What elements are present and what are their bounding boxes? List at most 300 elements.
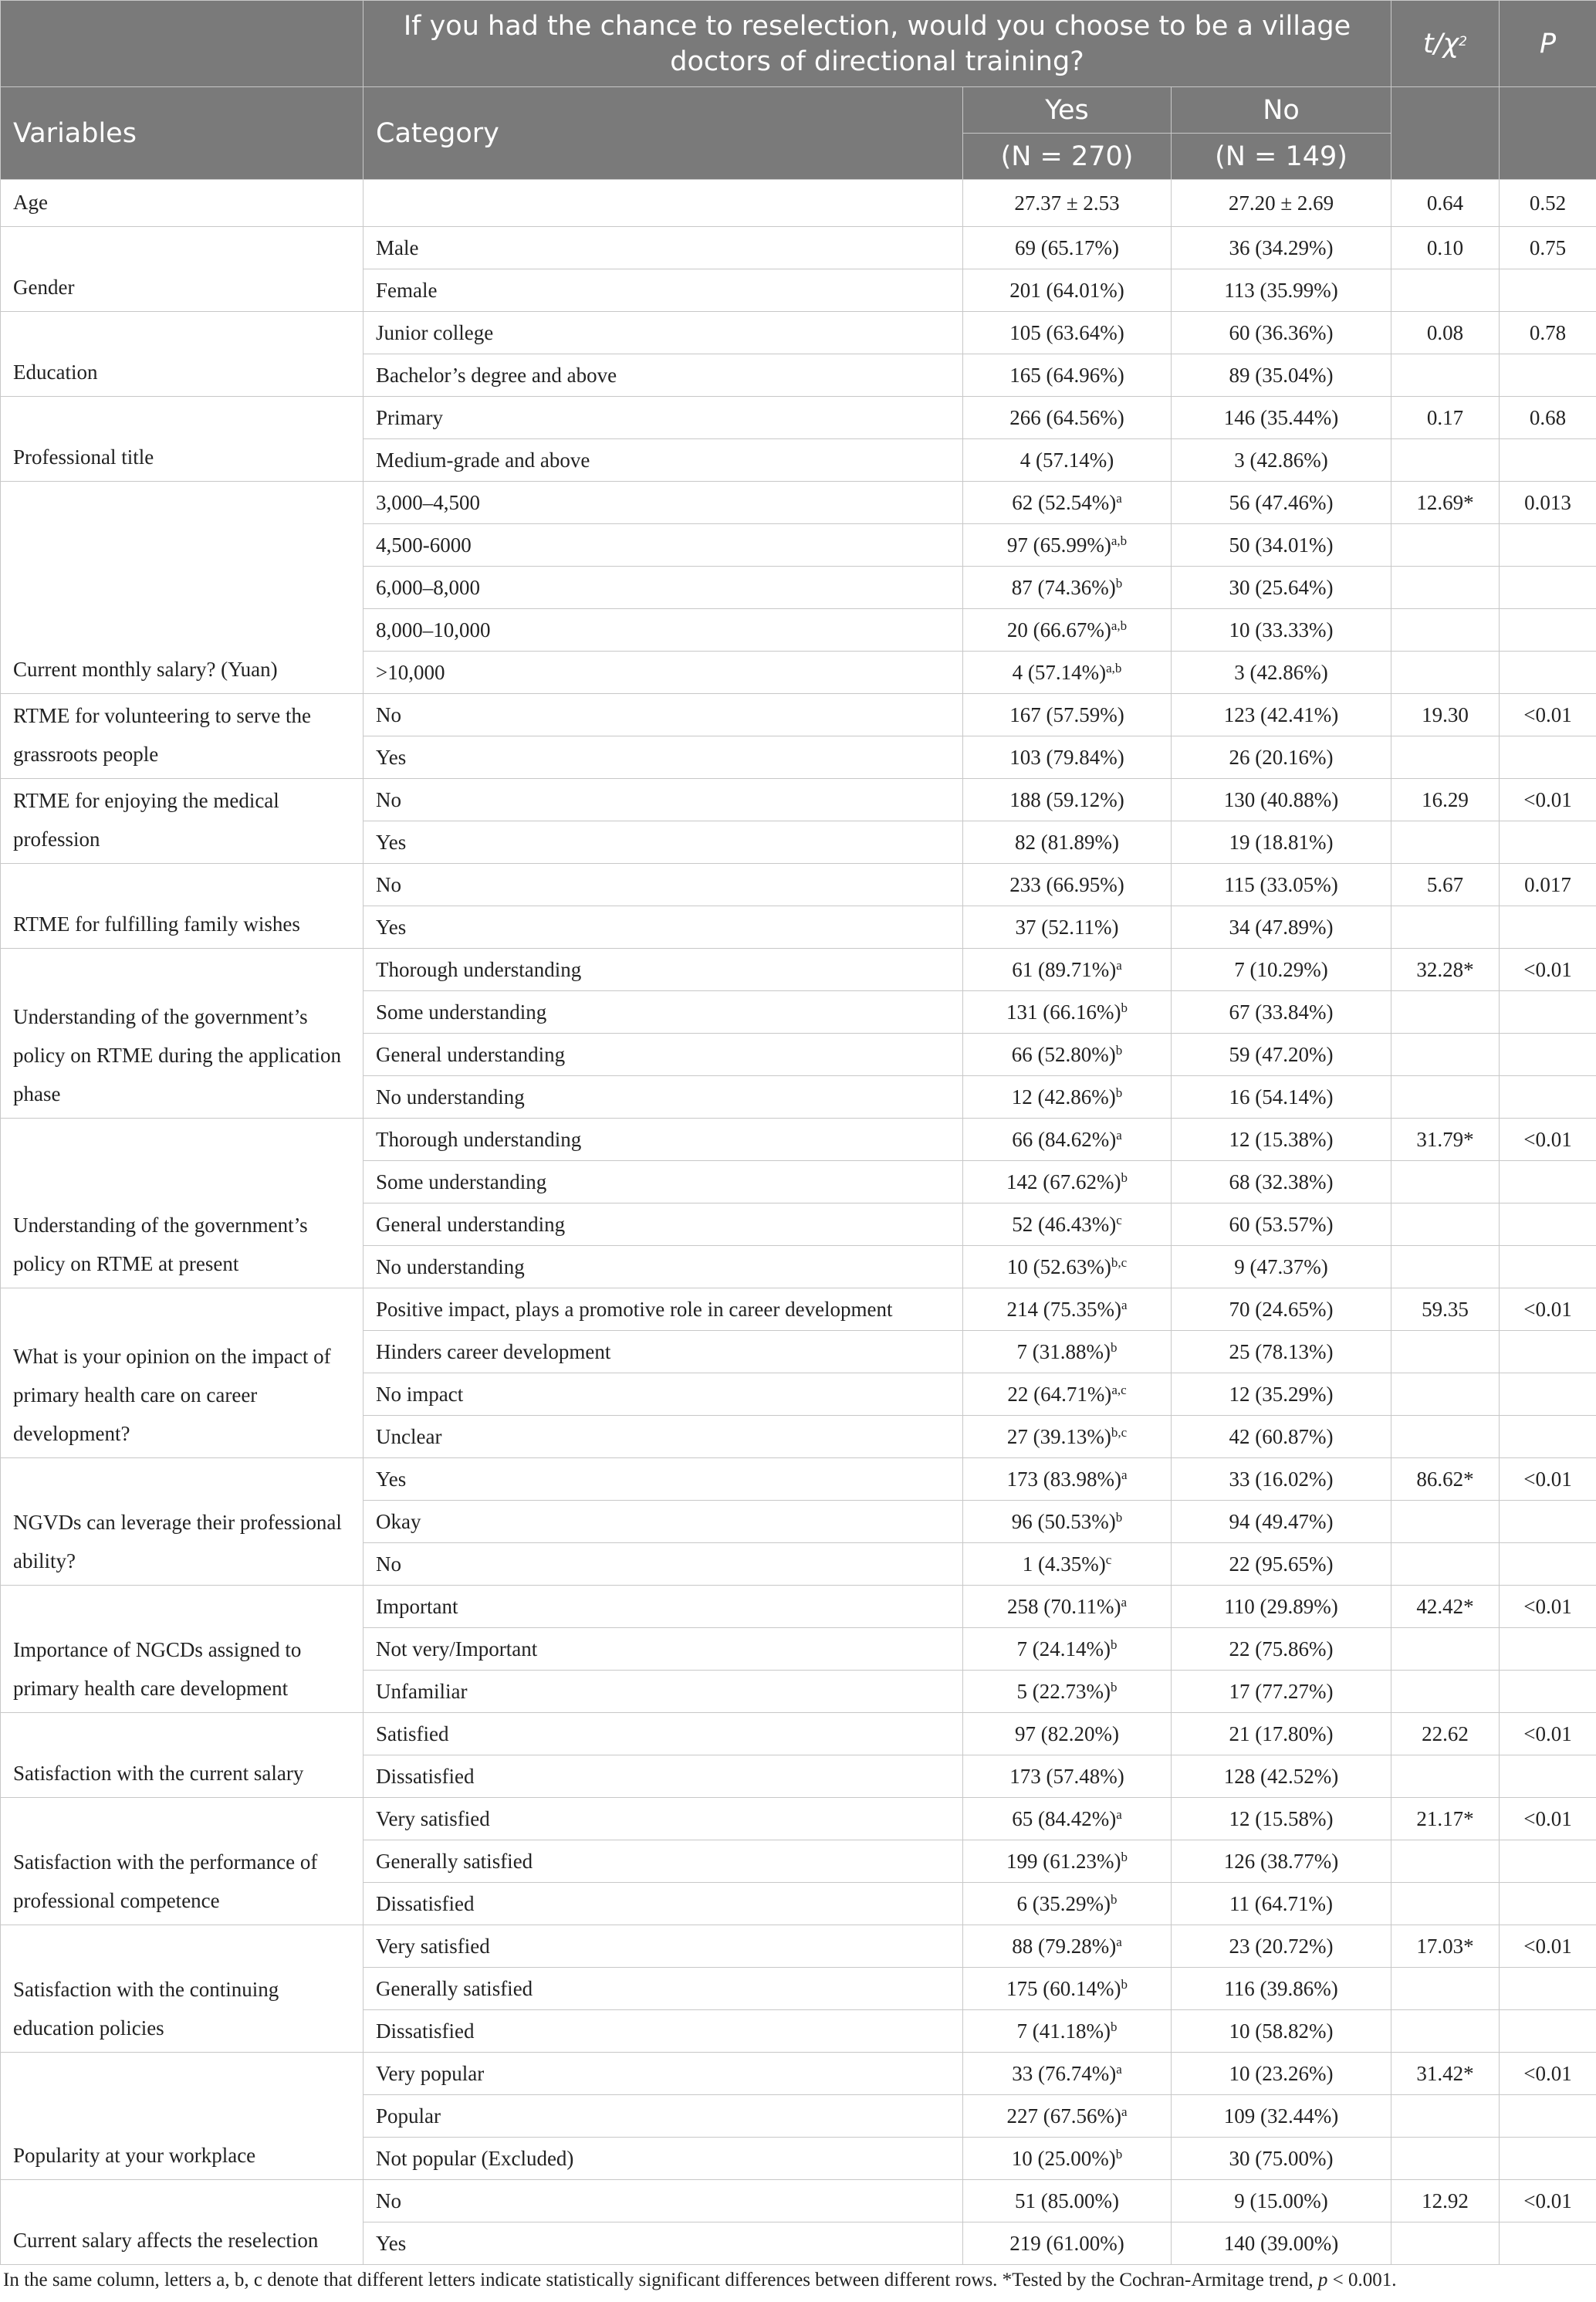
variable-cell: Understanding of the government’s policy on RTME at present [1, 1119, 363, 1288]
yes-cell [963, 694, 1172, 736]
no-cell: 22 (95.65%) [1172, 1543, 1391, 1586]
no-cell: 12 (15.38%) [1172, 1119, 1391, 1161]
significance-letters: a [1116, 1934, 1122, 1949]
header-p: P [1500, 1, 1596, 87]
yes-value: 227 (67.56%) [1006, 2104, 1121, 2128]
no-cell: 130 (40.88%) [1172, 779, 1391, 821]
category-cell: Junior college [363, 312, 963, 354]
yes-value: 7 (31.88%) [1016, 1339, 1111, 1363]
yes-cell [963, 482, 1172, 524]
no-cell: 10 (58.82%) [1172, 2010, 1391, 2053]
category-cell [363, 180, 963, 227]
no-cell: 36 (34.29%) [1172, 227, 1391, 269]
significance-letters: a [1121, 1297, 1128, 1312]
no-cell: 70 (24.65%) [1172, 1288, 1391, 1331]
p-cell: 0.013 [1500, 482, 1596, 524]
category-cell: Some understanding [363, 991, 963, 1034]
table-row [1, 2180, 1596, 2222]
yes-value: 173 (57.48%) [1009, 1764, 1124, 1788]
stat-cell [1391, 1034, 1500, 1076]
header-p-blank [1500, 87, 1596, 180]
stat-cell [1391, 1331, 1500, 1373]
stat-cell [1391, 1161, 1500, 1203]
variable-cell: Education [1, 312, 363, 397]
yes-value: 188 (59.12%) [1009, 787, 1124, 811]
category-cell: Not very/Important [363, 1628, 963, 1671]
significance-letters: b [1115, 1042, 1123, 1058]
no-cell: 128 (42.52%) [1172, 1755, 1391, 1798]
variable-cell: Current salary affects the reselection [1, 2180, 363, 2265]
p-cell [1500, 736, 1596, 779]
stat-cell: 19.30 [1391, 694, 1500, 736]
yes-cell [963, 1840, 1172, 1883]
yes-value: 7 (24.14%) [1016, 1637, 1111, 1660]
category-cell: Yes [363, 1458, 963, 1501]
yes-value: 10 (52.63%) [1006, 1254, 1111, 1278]
stat-cell [1391, 2095, 1500, 2138]
yes-cell [963, 991, 1172, 1034]
no-cell: 140 (39.00%) [1172, 2222, 1391, 2265]
yes-cell [963, 227, 1172, 269]
no-cell: 19 (18.81%) [1172, 821, 1391, 864]
yes-value: 87 (74.36%) [1011, 575, 1116, 599]
significance-letters: c [1116, 1212, 1122, 1227]
significance-letters: b [1115, 1509, 1123, 1525]
no-cell: 67 (33.84%) [1172, 991, 1391, 1034]
yes-value: 1 (4.35%) [1022, 1552, 1106, 1576]
no-cell: 33 (16.02%) [1172, 1458, 1391, 1501]
yes-value: 142 (67.62%) [1006, 1170, 1121, 1193]
category-cell: Female [363, 269, 963, 312]
stat-cell [1391, 1671, 1500, 1713]
category-cell: General understanding [363, 1034, 963, 1076]
variable-cell: Satisfaction with the current salary [1, 1713, 363, 1798]
table-row [1, 1119, 1596, 1161]
stat-cell [1391, 567, 1500, 609]
table-row [1, 2053, 1596, 2095]
variable-cell: RTME for fulfilling family wishes [1, 864, 363, 949]
yes-value: 66 (84.62%) [1012, 1127, 1117, 1151]
category-cell: Very popular [363, 2053, 963, 2095]
significance-letters: b [1115, 575, 1123, 591]
category-cell: Very satisfied [363, 1925, 963, 1968]
category-cell: Male [363, 227, 963, 269]
no-cell: 9 (47.37%) [1172, 1246, 1391, 1288]
yes-value: 175 (60.14%) [1006, 1976, 1121, 2000]
yes-cell [963, 2053, 1172, 2095]
yes-cell [963, 1203, 1172, 1246]
yes-value: 66 (52.80%) [1011, 1042, 1116, 1066]
no-cell: 11 (64.71%) [1172, 1883, 1391, 1925]
category-cell: Medium-grade and above [363, 439, 963, 482]
yes-value: 96 (50.53%) [1011, 1509, 1116, 1533]
yes-value: 5 (22.73%) [1016, 1679, 1111, 1703]
yes-cell [963, 312, 1172, 354]
header-no: No [1172, 87, 1391, 134]
category-cell: No [363, 864, 963, 906]
p-cell [1500, 1161, 1596, 1203]
category-cell: 4,500-6000 [363, 524, 963, 567]
category-cell: Some understanding [363, 1161, 963, 1203]
stat-cell [1391, 1501, 1500, 1543]
p-cell: <0.01 [1500, 2180, 1596, 2222]
yes-cell [963, 180, 1172, 227]
p-cell [1500, 652, 1596, 694]
no-cell: 16 (54.14%) [1172, 1076, 1391, 1119]
category-cell: Generally satisfied [363, 1968, 963, 2010]
category-cell: No [363, 779, 963, 821]
category-cell: Yes [363, 2222, 963, 2265]
p-cell: 0.52 [1500, 180, 1596, 227]
table-row [1, 779, 1596, 821]
no-cell: 89 (35.04%) [1172, 354, 1391, 397]
p-cell [1500, 1331, 1596, 1373]
p-cell: <0.01 [1500, 779, 1596, 821]
no-cell: 116 (39.86%) [1172, 1968, 1391, 2010]
yes-value: 4 (57.14%) [1019, 448, 1114, 472]
stat-cell [1391, 1203, 1500, 1246]
yes-value: 7 (41.18%) [1016, 2019, 1111, 2043]
p-cell: <0.01 [1500, 1586, 1596, 1628]
significance-letters: b,c [1111, 1254, 1128, 1270]
variable-cell: RTME for enjoying the medical profession [1, 779, 363, 864]
table-row [1, 312, 1596, 354]
significance-letters: a [1116, 1806, 1122, 1822]
stat-cell: 17.03* [1391, 1925, 1500, 1968]
yes-cell [963, 1713, 1172, 1755]
category-cell: Important [363, 1586, 963, 1628]
yes-cell [963, 1458, 1172, 1501]
category-cell: Primary [363, 397, 963, 439]
no-cell: 7 (10.29%) [1172, 949, 1391, 991]
stat-cell: 0.08 [1391, 312, 1500, 354]
p-cell: <0.01 [1500, 1458, 1596, 1501]
stat-cell: 16.29 [1391, 779, 1500, 821]
category-cell: Dissatisfied [363, 2010, 963, 2053]
yes-value: 233 (66.95%) [1009, 872, 1124, 896]
category-cell: Dissatisfied [363, 1883, 963, 1925]
p-cell: 0.78 [1500, 312, 1596, 354]
header-blank-variables [1, 1, 363, 87]
stat-cell [1391, 1246, 1500, 1288]
header-stat-blank [1391, 87, 1500, 180]
yes-value: 214 (75.35%) [1006, 1297, 1121, 1321]
yes-value: 82 (81.89%) [1015, 830, 1119, 854]
p-cell [1500, 2010, 1596, 2053]
table-header [1, 1, 1596, 180]
no-cell: 27.20 ± 2.69 [1172, 180, 1391, 227]
yes-cell [963, 2138, 1172, 2180]
no-cell: 109 (32.44%) [1172, 2095, 1391, 2138]
yes-cell [963, 1586, 1172, 1628]
yes-cell [963, 906, 1172, 949]
yes-value: 165 (64.96%) [1009, 363, 1124, 387]
header-stat [1391, 1, 1500, 87]
header-n-yes: (N = 270) [963, 134, 1172, 180]
stat-cell [1391, 524, 1500, 567]
yes-value: 167 (57.59%) [1009, 702, 1124, 726]
significance-letters: b [1121, 1000, 1128, 1015]
yes-value: 97 (65.99%) [1006, 533, 1111, 557]
p-cell [1500, 2095, 1596, 2138]
footnote-text-1: In the same column, letters a, b, c denote that different letters indicate statistically significant differences between different rows. *Tested by the Cochran-Armitage trend, [3, 2270, 1318, 2290]
no-cell: 9 (15.00%) [1172, 2180, 1391, 2222]
yes-cell [963, 1543, 1172, 1586]
p-cell: <0.01 [1500, 1925, 1596, 1968]
yes-cell [963, 524, 1172, 567]
p-cell [1500, 2222, 1596, 2265]
no-cell: 123 (42.41%) [1172, 694, 1391, 736]
stat-cell [1391, 1373, 1500, 1416]
header-stat-sup: 2 [1459, 33, 1468, 49]
category-cell: Not popular (Excluded) [363, 2138, 963, 2180]
yes-value: 33 (76.74%) [1012, 2061, 1117, 2085]
footnote-text-2: < 0.001. [1327, 2270, 1397, 2290]
yes-value: 61 (89.71%) [1012, 957, 1117, 981]
significance-letters: b,c [1111, 1424, 1128, 1440]
yes-cell [963, 1968, 1172, 2010]
significance-letters: a,b [1111, 533, 1128, 548]
p-cell [1500, 1203, 1596, 1246]
variable-cell: What is your opinion on the impact of primary health care on career development? [1, 1288, 363, 1458]
stat-cell [1391, 736, 1500, 779]
no-cell: 10 (33.33%) [1172, 609, 1391, 652]
stat-cell [1391, 1076, 1500, 1119]
yes-cell [963, 1501, 1172, 1543]
yes-cell [963, 269, 1172, 312]
yes-cell [963, 1883, 1172, 1925]
yes-value: 201 (64.01%) [1009, 278, 1124, 302]
yes-value: 199 (61.23%) [1006, 1849, 1121, 1873]
header-yes: Yes [963, 87, 1172, 134]
significance-letters: a,b [1106, 660, 1122, 675]
variable-cell: Professional title [1, 397, 363, 482]
p-cell [1500, 524, 1596, 567]
yes-value: 27 (39.13%) [1006, 1424, 1111, 1448]
stat-cell [1391, 2222, 1500, 2265]
yes-cell [963, 1331, 1172, 1373]
p-cell [1500, 1543, 1596, 1586]
stat-cell: 12.92 [1391, 2180, 1500, 2222]
yes-value: 69 (65.17%) [1015, 235, 1119, 259]
no-cell: 3 (42.86%) [1172, 439, 1391, 482]
footnote-p: p [1317, 2270, 1328, 2290]
significance-letters: b [1115, 1085, 1123, 1100]
no-cell: 146 (35.44%) [1172, 397, 1391, 439]
category-cell: Unclear [363, 1416, 963, 1458]
category-cell: Satisfied [363, 1713, 963, 1755]
significance-letters: b [1121, 1849, 1128, 1864]
stat-cell: 0.64 [1391, 180, 1500, 227]
table-body [1, 180, 1596, 2265]
stat-cell: 42.42* [1391, 1586, 1500, 1628]
yes-cell [963, 779, 1172, 821]
no-cell: 126 (38.77%) [1172, 1840, 1391, 1883]
yes-value: 62 (52.54%) [1012, 490, 1117, 514]
stat-cell: 32.28* [1391, 949, 1500, 991]
category-cell: >10,000 [363, 652, 963, 694]
no-cell: 60 (53.57%) [1172, 1203, 1391, 1246]
stat-cell [1391, 652, 1500, 694]
p-cell [1500, 1671, 1596, 1713]
yes-cell [963, 1628, 1172, 1671]
significance-letters: b [1115, 2146, 1123, 2162]
category-cell: Popular [363, 2095, 963, 2138]
no-cell: 115 (33.05%) [1172, 864, 1391, 906]
stat-cell: 5.67 [1391, 864, 1500, 906]
yes-cell [963, 439, 1172, 482]
variable-cell: Understanding of the government’s policy on RTME during the application phase [1, 949, 363, 1119]
category-cell: Yes [363, 821, 963, 864]
no-cell: 30 (75.00%) [1172, 2138, 1391, 2180]
stat-cell: 59.35 [1391, 1288, 1500, 1331]
yes-value: 97 (82.20%) [1015, 1721, 1119, 1745]
category-cell: No [363, 2180, 963, 2222]
category-cell: Thorough understanding [363, 949, 963, 991]
yes-cell [963, 1671, 1172, 1713]
category-cell: No impact [363, 1373, 963, 1416]
significance-letters: a,b [1111, 618, 1128, 633]
stat-cell [1391, 821, 1500, 864]
yes-cell [963, 736, 1172, 779]
significance-letters: a,c [1111, 1382, 1127, 1397]
yes-cell [963, 1798, 1172, 1840]
yes-value: 4 (57.14%) [1012, 660, 1107, 684]
no-cell: 25 (78.13%) [1172, 1331, 1391, 1373]
header-variables: Variables [1, 87, 363, 180]
category-cell: No [363, 694, 963, 736]
table-row [1, 1798, 1596, 1840]
stat-cell [1391, 1883, 1500, 1925]
yes-cell [963, 1246, 1172, 1288]
yes-value: 10 (25.00%) [1011, 2146, 1116, 2170]
significance-letters: a [1121, 1594, 1128, 1610]
variable-cell: NGVDs can leverage their professional ability? [1, 1458, 363, 1586]
stat-cell [1391, 991, 1500, 1034]
p-cell [1500, 1416, 1596, 1458]
table-row [1, 227, 1596, 269]
significance-letters: a [1116, 1127, 1122, 1143]
header-stat-label: t/χ [1422, 28, 1459, 59]
stat-cell [1391, 1416, 1500, 1458]
yes-cell [963, 821, 1172, 864]
table-row [1, 180, 1596, 227]
yes-value: 258 (70.11%) [1006, 1594, 1121, 1618]
p-cell [1500, 354, 1596, 397]
variable-cell: Importance of NGCDs assigned to primary health care development [1, 1586, 363, 1713]
no-cell: 3 (42.86%) [1172, 652, 1391, 694]
category-cell: Unfamiliar [363, 1671, 963, 1713]
yes-value: 22 (64.71%) [1007, 1382, 1112, 1406]
significance-letters: a [1116, 490, 1122, 506]
yes-cell [963, 864, 1172, 906]
stat-cell: 22.62 [1391, 1713, 1500, 1755]
category-cell: Very satisfied [363, 1798, 963, 1840]
yes-cell [963, 949, 1172, 991]
table-row [1, 1925, 1596, 1968]
no-cell: 113 (35.99%) [1172, 269, 1391, 312]
yes-cell [963, 397, 1172, 439]
stat-cell [1391, 1840, 1500, 1883]
no-cell: 34 (47.89%) [1172, 906, 1391, 949]
p-cell [1500, 269, 1596, 312]
table-row [1, 864, 1596, 906]
no-cell: 42 (60.87%) [1172, 1416, 1391, 1458]
significance-letters: a [1121, 1467, 1128, 1482]
category-cell: No [363, 1543, 963, 1586]
significance-letters: b [1110, 2019, 1118, 2034]
stat-cell [1391, 2138, 1500, 2180]
yes-cell [963, 1416, 1172, 1458]
table-row [1, 1586, 1596, 1628]
no-cell: 12 (15.58%) [1172, 1798, 1391, 1840]
p-cell: <0.01 [1500, 694, 1596, 736]
p-cell: 0.75 [1500, 227, 1596, 269]
yes-cell [963, 1755, 1172, 1798]
significance-letters: b [1110, 1679, 1118, 1694]
significance-letters: b [1121, 1976, 1128, 1992]
no-cell: 10 (23.26%) [1172, 2053, 1391, 2095]
p-cell [1500, 1883, 1596, 1925]
p-cell: <0.01 [1500, 1713, 1596, 1755]
p-cell: <0.01 [1500, 1288, 1596, 1331]
yes-value: 52 (46.43%) [1012, 1212, 1117, 1236]
table-row [1, 397, 1596, 439]
p-cell: 0.017 [1500, 864, 1596, 906]
p-cell [1500, 1968, 1596, 2010]
category-cell: Dissatisfied [363, 1755, 963, 1798]
no-cell: 23 (20.72%) [1172, 1925, 1391, 1968]
p-cell [1500, 1628, 1596, 1671]
p-cell [1500, 1755, 1596, 1798]
yes-cell [963, 1034, 1172, 1076]
yes-value: 88 (79.28%) [1012, 1934, 1117, 1958]
p-cell [1500, 439, 1596, 482]
stat-cell [1391, 354, 1500, 397]
yes-cell [963, 609, 1172, 652]
header-n-no: (N = 149) [1172, 134, 1391, 180]
category-cell: 3,000–4,500 [363, 482, 963, 524]
significance-letters: a [1116, 2061, 1122, 2077]
p-cell [1500, 1840, 1596, 1883]
variable-cell: Age [1, 180, 363, 227]
stat-cell [1391, 439, 1500, 482]
p-cell [1500, 1373, 1596, 1416]
p-cell: <0.01 [1500, 1119, 1596, 1161]
stat-cell [1391, 906, 1500, 949]
yes-cell [963, 652, 1172, 694]
no-cell: 26 (20.16%) [1172, 736, 1391, 779]
significance-letters: a [1116, 957, 1122, 973]
stat-cell [1391, 1628, 1500, 1671]
variable-cell: Satisfaction with the continuing education policies [1, 1925, 363, 2053]
variable-cell: Popularity at your workplace [1, 2053, 363, 2180]
p-cell [1500, 609, 1596, 652]
table-row [1, 694, 1596, 736]
yes-cell [963, 567, 1172, 609]
category-cell: Hinders career development [363, 1331, 963, 1373]
yes-value: 131 (66.16%) [1006, 1000, 1121, 1024]
significance-letters: b [1110, 1339, 1118, 1355]
stat-cell: 0.10 [1391, 227, 1500, 269]
p-cell [1500, 906, 1596, 949]
category-cell: 8,000–10,000 [363, 609, 963, 652]
yes-cell [963, 1925, 1172, 1968]
yes-value: 20 (66.67%) [1006, 618, 1111, 642]
significance-letters: b [1121, 1170, 1128, 1185]
no-cell: 12 (35.29%) [1172, 1373, 1391, 1416]
yes-cell [963, 2095, 1172, 2138]
